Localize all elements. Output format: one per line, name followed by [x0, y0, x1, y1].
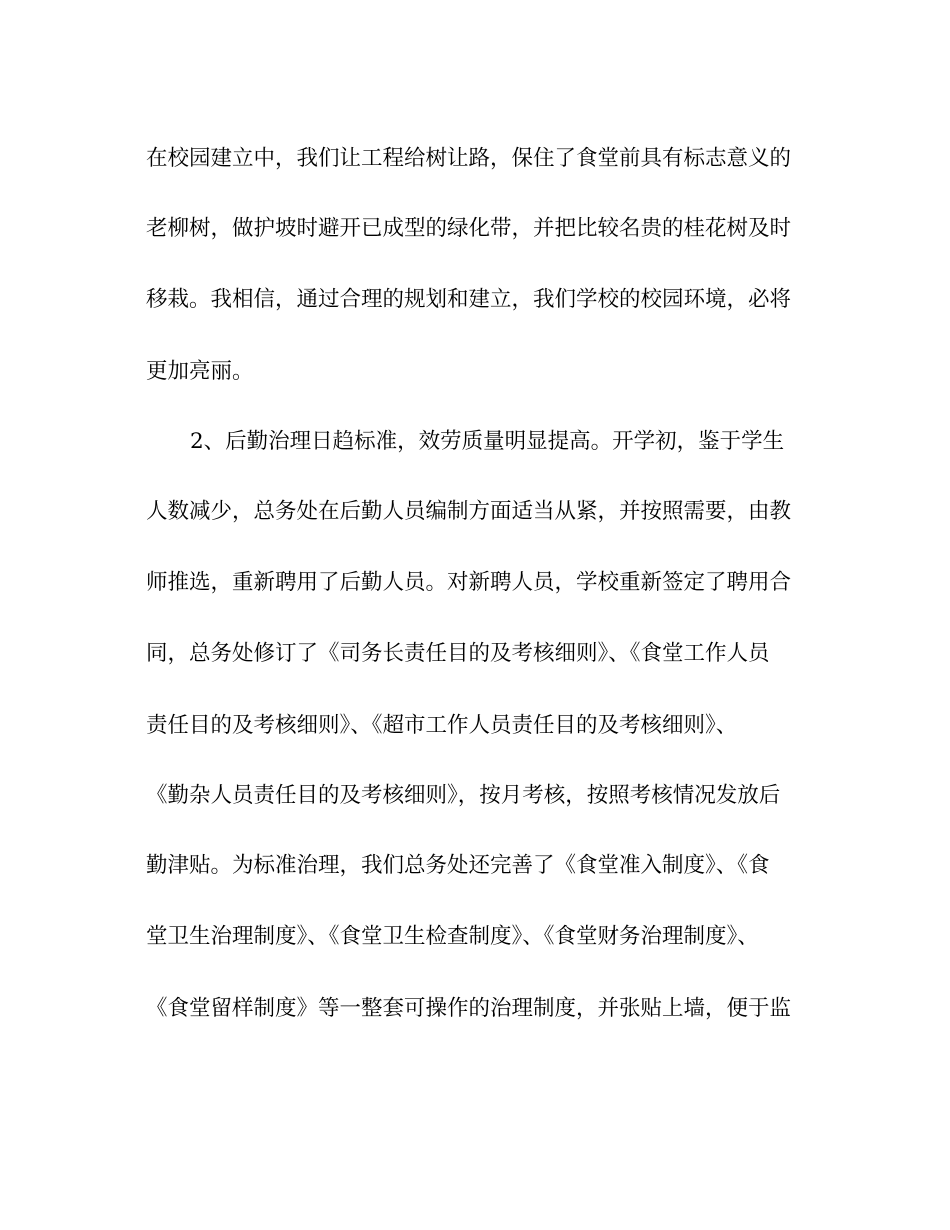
text-line: 师推选，重新聘用了后勤人员。对新聘人员，学校重新签定了聘用合 — [146, 570, 792, 595]
text-line: 同，总务处修订了《司务长责任目的及考核细则》、《食堂工作人员 — [146, 641, 770, 666]
text-line: 人数减少，总务处在后勤人员编制方面适当从紧，并按照需要，由教 — [146, 499, 792, 524]
text-line: 勤津贴。为标准治理，我们总务处还完善了《食堂准入制度》、《食 — [146, 853, 770, 878]
text-line: 2、后勤治理日趋标准，效劳质量明显提高。开学初，鉴于学生 — [190, 429, 785, 454]
text-line: 更加亮丽。 — [146, 359, 254, 384]
text-line: 责任目的及考核细则》、《超市工作人员责任目的及考核细则》、 — [146, 713, 738, 738]
text-line: 在校园建立中，我们让工程给树让路，保住了食堂前具有标志意义的 — [146, 146, 792, 171]
text-line: 堂卫生治理制度》、《食堂卫生检查制度》、《食堂财务治理制度》、 — [146, 924, 759, 949]
text-line: 老柳树，做护坡时避开已成型的绿化带，并把比较名贵的桂花树及时 — [146, 216, 792, 241]
text-line: 《食堂留样制度》等一整套可操作的治理制度，并张贴上墙，便于监 — [146, 996, 792, 1021]
text-line: 移栽。我相信，通过合理的规划和建立，我们学校的校园环境，必将 — [146, 287, 792, 312]
text-line: 《勤杂人员责任目的及考核细则》，按月考核，按照考核情况发放后 — [146, 783, 781, 808]
